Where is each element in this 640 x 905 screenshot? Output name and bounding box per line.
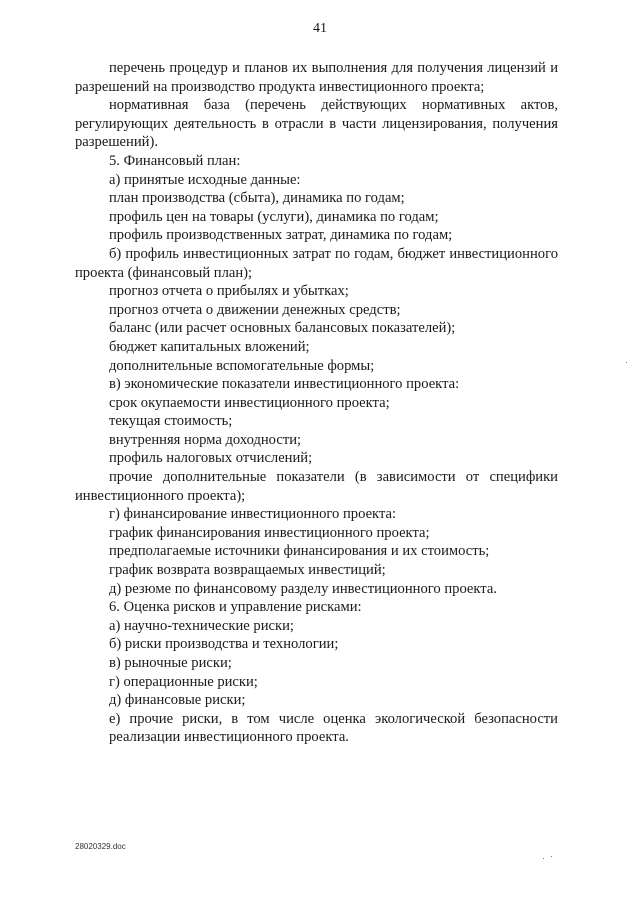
paragraph: в) рыночные риски;	[109, 655, 232, 671]
paragraph: текущая стоимость;	[109, 413, 233, 430]
paragraph: г) операционные риски;	[109, 673, 258, 690]
document-body	[75, 59, 558, 747]
paragraph: 5. Финансовый план:	[109, 152, 241, 169]
paragraph: прочие дополнительные показатели (в зависимости от специфики инвестиционного проекта);	[75, 469, 558, 504]
scan-speck	[551, 856, 552, 857]
scan-speck	[626, 362, 627, 363]
paragraph: реализации инвестиционного проекта.	[109, 729, 349, 746]
paragraph: а) научно-технические риски;	[109, 617, 294, 634]
paragraph: д) резюме по финансовому разделу инвестиционного проекта.	[109, 580, 497, 597]
file-name-footer: 28020329.doc	[75, 842, 126, 851]
paragraph: в) экономические показатели инвестиционного проекта:	[109, 376, 460, 393]
paragraph: г) финансирование инвестиционного проекта:	[109, 506, 397, 523]
paragraph: бюджет капитальных вложений;	[109, 338, 310, 355]
paragraph: срок окупаемости инвестиционного проекта;	[109, 394, 390, 411]
paragraph: б) риски производства и технологии;	[109, 636, 339, 653]
paragraph: прогноз отчета о движении денежных средств;	[109, 301, 401, 318]
scan-speck	[543, 858, 544, 859]
paragraph: прогноз отчета о прибылях и убытках;	[109, 283, 349, 300]
paragraph: е) прочие риски, в том числе оценка экологической безопасности	[109, 710, 558, 727]
paragraph: график возврата возвращаемых инвестиций;	[109, 562, 386, 579]
paragraph: профиль производственных затрат, динамика по годам;	[109, 227, 453, 244]
paragraph: б) профиль инвестиционных затрат по годам, бюджет инвестиционного проекта (финансовый план);	[75, 245, 558, 281]
paragraph: нормативная база (перечень действующих нормативных актов, регулирующих деятельность в отрасли в части лицензирования, получения разрешений).	[75, 97, 558, 151]
page-number: 41	[313, 21, 327, 36]
paragraph: перечень процедур и планов их выполнения для получения лицензий и разрешений на производство продукта инвестиционного проекта;	[75, 60, 558, 95]
paragraph: д) финансовые риски;	[109, 692, 246, 709]
paragraph: профиль цен на товары (услуги), динамика по годам;	[109, 208, 439, 225]
paragraph: 6. Оценка рисков и управление рисками:	[109, 599, 362, 616]
paragraph: баланс (или расчет основных балансовых показателей);	[109, 320, 456, 337]
paragraph: внутренняя норма доходности;	[109, 431, 302, 448]
paragraph: предполагаемые источники финансирования и их стоимость;	[109, 543, 490, 560]
paragraph: а) принятые исходные данные:	[109, 171, 301, 188]
paragraph: профиль налоговых отчислений;	[109, 450, 313, 467]
paragraph: дополнительные вспомогательные формы;	[109, 357, 375, 374]
paragraph: план производства (сбыта), динамика по годам;	[109, 190, 405, 207]
paragraph: график финансирования инвестиционного проекта;	[109, 524, 430, 541]
